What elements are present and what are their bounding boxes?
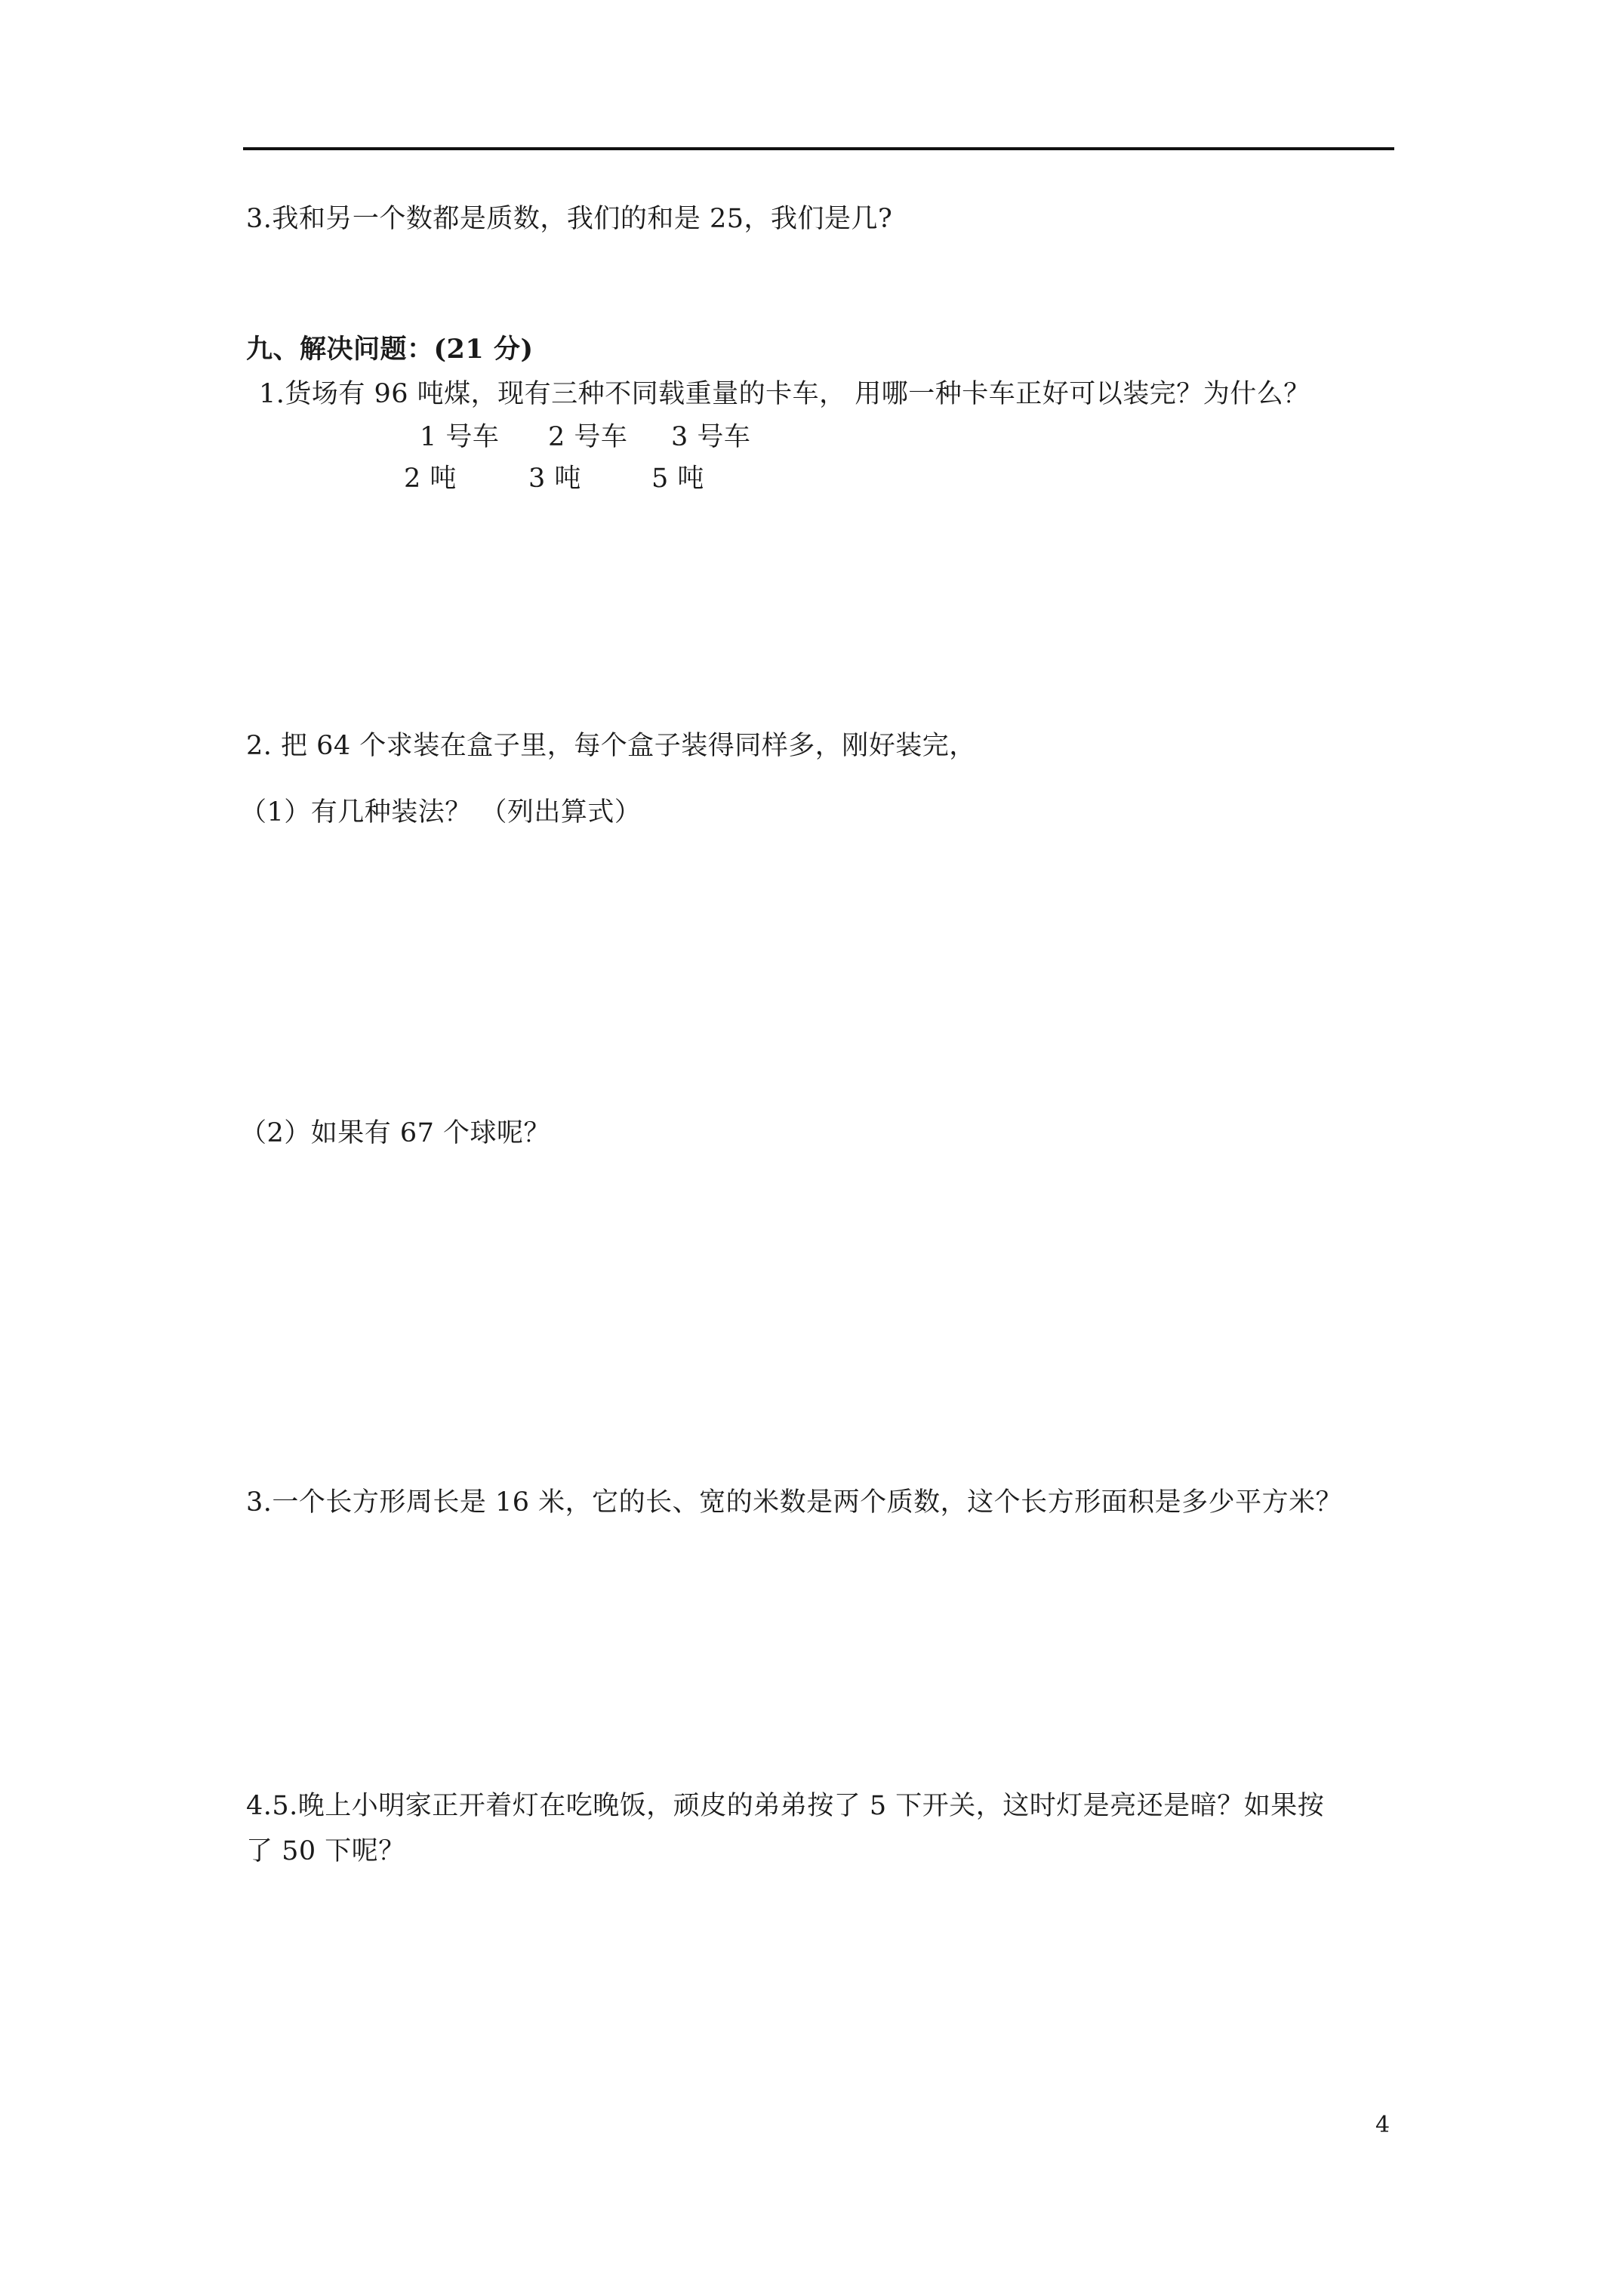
problem-4-line-1: 4.5.晚上小明家正开着灯在吃晚饭，顽皮的弟弟按了 5 下开关，这时灯是亮还是暗？如果按 — [246, 1791, 1325, 1821]
truck-names-row — [0, 421, 1623, 454]
truck-2-name: 2 号车 — [548, 422, 628, 452]
question-8-3: 3.我和另一个数都是质数，我们的和是 25，我们是几? — [246, 204, 893, 234]
truck-1-name: 1 号车 — [420, 422, 500, 452]
problem-2-sub-1: （1）有几种装法？ （列出算式） — [240, 797, 642, 827]
problem-1-text: 1.货场有 96 吨煤，现有三种不同载重量的卡车， 用哪一种卡车正好可以装完？为什么？ — [259, 379, 1310, 409]
problem-2-sub-2: （2）如果有 67 个球呢？ — [240, 1118, 551, 1148]
truck-2-capacity: 3 吨 — [528, 464, 581, 494]
truck-3-name: 3 号车 — [671, 422, 751, 452]
problem-3-text: 3.一个长方形周长是 16 米，它的长、宽的米数是两个质数，这个长方形面积是多少平方米？ — [246, 1487, 1343, 1518]
truck-3-capacity: 5 吨 — [651, 464, 704, 494]
truck-capacities-row — [0, 462, 1623, 495]
problem-4-line-2: 了 50 下呢？ — [246, 1836, 405, 1866]
header-rule — [243, 147, 1394, 150]
section-nine-title: 九、解决问题：(21 分) — [246, 334, 534, 365]
page-number: 4 — [1375, 2112, 1390, 2138]
problem-2-text: 2. 把 64 个求装在盒子里，每个盒子装得同样多，刚好装完， — [246, 731, 976, 761]
truck-1-capacity: 2 吨 — [404, 464, 457, 494]
